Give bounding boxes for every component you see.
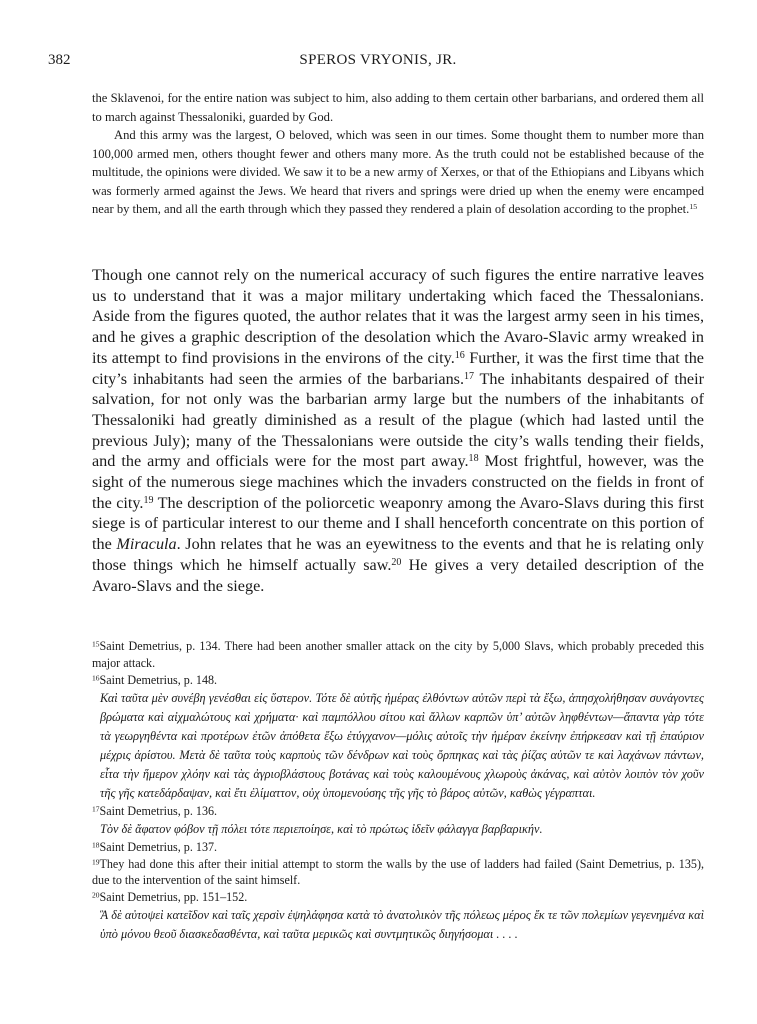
body-paragraph: Though one cannot rely on the numerical accuracy of such figures the entire narrative leaves us to understand that it was a major military undertaking which faced the Thessalonians. Aside from the figures quoted, the author relates that it was the largest army seen in his times, and he gives a graphic description of the desolation which the Avaro-Slavic army wreaked in its attempt to find provisions in the environs of the city.$^{16}$ Further, it was the first time that the city’s inhabitants had seen the armies of the barbarians.$^{17}$ The inhabitants despaired of their salvation, for not only was the barbarian army large but the numbers of the inhabitants of Thessaloniki had greatly diminished as a result of the plague (which had lasted until the previous July); many of the Thessalonians were outside the city’s walls tending their fields, and the army and officials were for the most part away.$^{18}$ Most frightful, however, was the sight of the numerous siege machines which the invaders constructed on the fields in front of the city.$^{19}$ The description of the poliorcetic weaponry among the Avaro-Slavs during this first siege is of particular interest to our theme and I shall henceforth concentrate on this portion of the Miracula. John relates that he was an eyewitness to the events and that he is relating only those things which he himself actually saw.$^{20}$ He gives a very detailed description of the Avaro-Slavs and the siege. [92, 266, 704, 595]
footnote-17-greek-quote: Τὸν δὲ ἄφατον φόβον τῇ πόλει τότε περιεποίησε, καὶ τὸ πρώτως ἰδεῖν φάλαγγα βαρβαρικήν. [100, 821, 543, 836]
footnote-ref: 19 [143, 494, 154, 506]
footnote-18: $^{18}$Saint Demetrius, p. 137. [92, 839, 218, 854]
footnote-16: $^{16}$Saint Demetrius, p. 148. [92, 672, 218, 687]
footnote-17: $^{17}$Saint Demetrius, p. 136. [92, 803, 218, 818]
footnote-ref: 15 [689, 202, 698, 212]
footnote-19: $^{19}$They had done this after their initial attempt to storm the walls by the use of ladders had failed (Saint Demetrius, p. 135), due to the intervention of the saint himself. [92, 856, 704, 888]
quote-paragraph: And this army was the largest, O beloved, which was seen in our times. Some thought them to number more than 100,000 armed men, others thought fewer and others many more. As the truth could not be established because of the multitude, the opinions were divided. We saw it to be a new army of Xerxes, or that of the Ethiopians and Libyans which was formerly armed against the Jews. We heard that rivers and springs were dried up when the enemy were encamped near by them, and all the earth through which they passed they rendered a plain of desolation according to the prophet.$^{15}$ [92, 128, 704, 216]
block-quote [92, 89, 704, 219]
footnotes [92, 638, 704, 944]
footnote-20-greek-quote: Ἃ δὲ αὐτοψεὶ κατεῖδον καὶ ταῖς χερσὶν ἐψηλάφησα κατὰ τὸ ἀνατολικὸν τῆς πόλεως μέρος ἔκ τε τῶν πολεμίων γεγενημένα καὶ ὑπὸ μόνου θεοῦ διασκεδασθέντα, καὶ ταῦτα μερικῶς καὶ συντμητικῶς διηγήσομαι . . . . [100, 908, 704, 942]
running-head: SPEROS VRYONIS, JR. [299, 52, 457, 68]
footnote-16-greek-quote: Καὶ ταῦτα μὲν συνέβη γενέσθαι εἰς ὕστερον. Τότε δὲ αὐτῆς ἡμέρας ἐλθόντων αὐτῶν περὶ τὰ ἔξω, ἀπησχολήθησαν συνάγοντες βρώματα καὶ αἰχμαλώτους καὶ χρήματα· καὶ παμπόλλου σίτου καὶ ἄλλων καρπῶν ὑπ’ αὐτῶν ληφθέντων—ἅπαντα γὰρ τότε τὰ γεωργηθέντα καὶ προτέρων ἐτῶν ἀπόθετα ἔξω ἐτύγχανον—μόλις αὐτοῖς τὴν ἡμέραν ἐκείνην ἐπήρκεσαν καὶ τῇ ἐπαύριον μέχρις ἀρίστου. Μετὰ δὲ ταῦτα τοὺς καρποὺς τῶν δένδρων καὶ τοὺς ὄρπηκας καὶ τὰς ῥίζας αὐτῶν τε καὶ λαχάνων πάντων, εἶτα τὴν ἥμερον χλόην καὶ τὰς ἀγριοβλάστους βοτάνας καὶ τοὺς καλουμένους χλωροὺς ἀκάνας, καὶ αὐτὸν λοιπὸν τὸν χοῦν τῆς γῆς κατεδάρδαψαν, καὶ ἔτι ἐλίματτον, οὐχ ὑπομενούσης τῆς γῆς τὸ βάρος αὐτῶν, καθὼς γέγραπται. [100, 690, 704, 800]
footnote-20: $^{20}$Saint Demetrius, pp. 151–152. [92, 890, 248, 905]
footnote-ref: 18 [468, 453, 479, 465]
page-number: 382 [48, 52, 71, 68]
footnote-15: $^{15}$Saint Demetrius, p. 134. There had been another smaller attack on the city by 5,000 Slavs, which probably preceded this major attack. [92, 639, 704, 670]
page-header [48, 52, 708, 72]
footnote-ref: 17 [464, 370, 475, 382]
body-text [92, 265, 704, 596]
footnote-ref: 20 [391, 556, 402, 568]
quote-paragraph: the Sklavenoi, for the entire nation was subject to him, also adding to them certain other barbarians, and ordered them all to march against Thessaloniki, guarded by God. [92, 91, 704, 124]
footnote-ref: 16 [454, 349, 465, 361]
title-miracula: Miracula [116, 535, 177, 554]
